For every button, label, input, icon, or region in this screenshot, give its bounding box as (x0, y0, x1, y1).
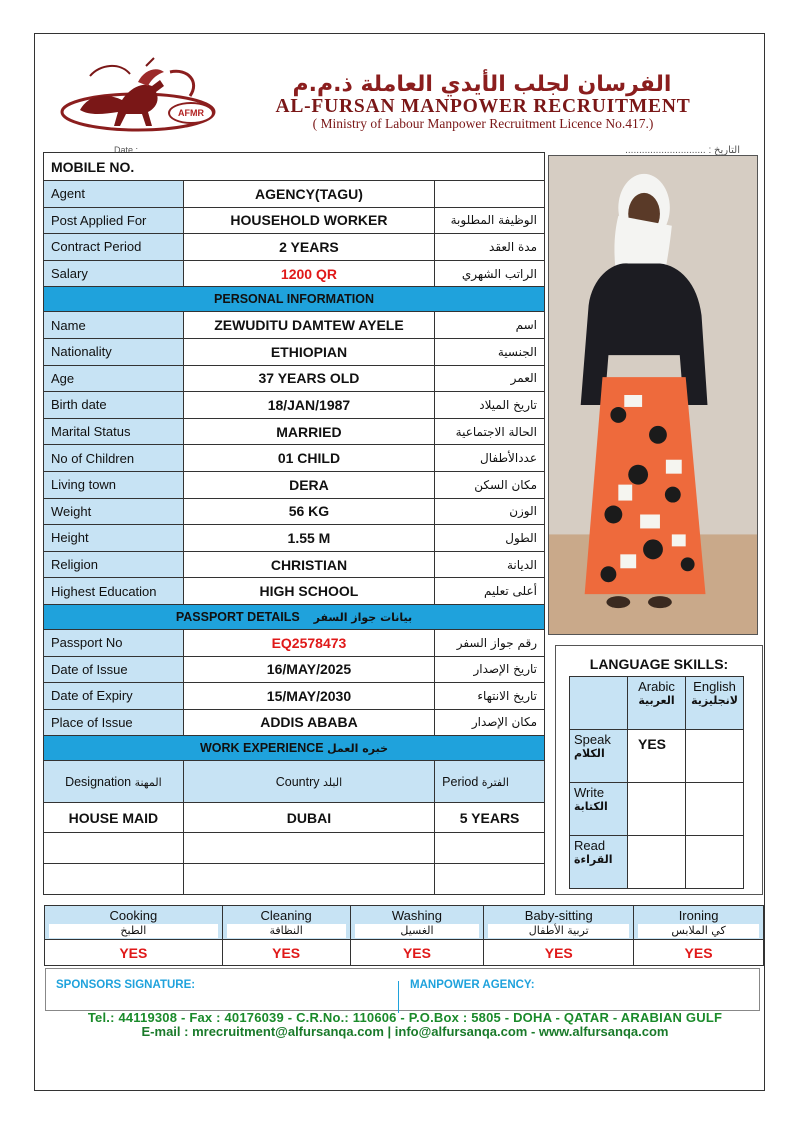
read-label: Read (574, 838, 606, 853)
period-column-header (435, 761, 545, 803)
speak-row-header (570, 730, 628, 783)
work-header-label: WORK EXPERIENCE (199, 741, 324, 756)
skill-label-arabic: النظافة (227, 924, 346, 938)
table-row (44, 629, 545, 656)
field-label: Weight (44, 498, 184, 525)
work-designation: HOUSE MAID (44, 803, 184, 833)
skill-baby-sitting (484, 906, 634, 940)
field-label-arabic: مكان السكن (435, 471, 545, 498)
table-row (44, 709, 545, 736)
field-label: No of Children (44, 445, 184, 472)
field-label-arabic: مكان الإصدار (435, 709, 545, 736)
sponsor-signature-label: SPONSORS SIGNATURE: (56, 979, 196, 991)
field-label: Salary (44, 260, 184, 287)
personal-info-header: PERSONAL INFORMATION (44, 287, 545, 312)
empty-cell (686, 783, 744, 836)
skill-cleaning (222, 906, 350, 940)
horse-rider-logo (60, 52, 220, 144)
field-value: HOUSEHOLD WORKER (183, 207, 434, 234)
table-row (44, 578, 545, 605)
work-header-label-arabic: خبره العمل (327, 742, 388, 756)
work-columns-row (44, 761, 545, 803)
passport-number-value: EQ2578473 (183, 629, 434, 656)
skill-value: YES (45, 940, 223, 966)
designation-column-header (44, 761, 184, 803)
table-row (44, 551, 545, 578)
field-label-arabic: اسم (435, 312, 545, 339)
field-label-arabic: أعلى تعليم (435, 578, 545, 605)
field-label: Date of Issue (44, 656, 184, 683)
field-value: 37 YEARS OLD (183, 365, 434, 392)
field-value: AGENCY(TAGU) (183, 181, 434, 208)
table-row (44, 312, 545, 339)
table-row (44, 338, 545, 365)
field-value: ETHIOPIAN (183, 338, 434, 365)
section-header-row (44, 604, 545, 629)
read-row-header (570, 836, 628, 889)
arabic-column-header (628, 677, 686, 730)
field-value: DERA (183, 471, 434, 498)
write-row-header (570, 783, 628, 836)
company-arabic-title: الفرسان لجلب الأيدي العاملة ذ.م.م (292, 72, 672, 97)
skill-label-arabic: الطبخ (49, 924, 218, 938)
field-label: Name (44, 312, 184, 339)
table-row (44, 656, 545, 683)
section-header-row (44, 287, 545, 312)
table-row (44, 418, 545, 445)
field-label-arabic: العمر (435, 365, 545, 392)
period-label: Period (442, 774, 479, 789)
skills-header-row (45, 906, 764, 940)
skill-label: Baby-sitting (524, 908, 593, 923)
table-row (44, 498, 545, 525)
field-label-arabic: رقم جواز السفر (435, 629, 545, 656)
table-row (44, 864, 545, 895)
field-label-arabic: الوزن (435, 498, 545, 525)
company-english-title: AL-FURSAN MANPOWER RECRUITMENT (275, 96, 691, 117)
afmr-badge: AFMR (168, 102, 214, 124)
field-label-arabic: الديانة (435, 551, 545, 578)
empty-cell (570, 677, 628, 730)
field-value: HIGH SCHOOL (183, 578, 434, 605)
field-label: Agent (44, 181, 184, 208)
field-label-arabic: مدة العقد (435, 234, 545, 261)
work-country: DUBAI (183, 803, 434, 833)
speak-label-arabic: الكلام (574, 747, 605, 760)
signature-box (45, 968, 760, 1011)
field-value: 56 KG (183, 498, 434, 525)
field-label: Highest Education (44, 578, 184, 605)
designation-label: Designation (65, 774, 132, 789)
field-label: Birth date (44, 392, 184, 419)
skill-label: Cleaning (260, 908, 312, 923)
empty-cell (435, 864, 545, 895)
work-experience-header (44, 736, 545, 761)
work-period: 5 YEARS (435, 803, 545, 833)
field-label-arabic: الطول (435, 525, 545, 552)
empty-cell (628, 836, 686, 889)
salary-value: 1200 QR (183, 260, 434, 287)
field-label: Contract Period (44, 234, 184, 261)
table-row (570, 783, 744, 836)
field-label: Marital Status (44, 418, 184, 445)
table-row (44, 803, 545, 833)
field-label: Age (44, 365, 184, 392)
read-label-arabic: القراءة (574, 853, 613, 866)
field-value: 15/MAY/2030 (183, 683, 434, 710)
section-header-row (44, 736, 545, 761)
license-line: ( Ministry of Labour Manpower Recruitment Licence No.417.) (312, 116, 654, 131)
field-label: Height (44, 525, 184, 552)
skill-ironing (634, 906, 764, 940)
date-label: Date : ................................................ (114, 145, 261, 155)
passport-header-label: PASSPORT DETAILS (175, 609, 300, 624)
field-label-arabic (435, 181, 545, 208)
mobile-label: MOBILE NO. (44, 153, 545, 181)
skill-washing (350, 906, 484, 940)
empty-cell (686, 836, 744, 889)
field-label: Religion (44, 551, 184, 578)
application-form-table (43, 152, 545, 895)
skill-value: YES (222, 940, 350, 966)
skills-table (44, 905, 764, 966)
field-label: Nationality (44, 338, 184, 365)
mobile-row (44, 153, 545, 181)
empty-cell (183, 864, 434, 895)
empty-cell (628, 783, 686, 836)
skill-label: Cooking (109, 908, 158, 923)
skill-value: YES (350, 940, 484, 966)
designation-label-arabic: المهنة (134, 775, 162, 789)
country-column-header (183, 761, 434, 803)
field-label: Date of Expiry (44, 683, 184, 710)
table-row (44, 833, 545, 864)
language-skills-table (569, 676, 744, 889)
arabic-label-arabic: العربية (638, 694, 675, 707)
skill-label: Washing (391, 908, 442, 923)
language-skills-box (555, 645, 763, 895)
table-row (44, 207, 545, 234)
english-label: English (693, 679, 736, 694)
language-skills-title: LANGUAGE SKILLS: (589, 656, 729, 672)
skill-label: Ironing (678, 908, 719, 923)
table-row (44, 525, 545, 552)
write-label: Write (574, 785, 605, 800)
field-value: ZEWUDITU DAMTEW AYELE (183, 312, 434, 339)
arabic-label: Arabic (638, 679, 675, 694)
table-row (44, 365, 545, 392)
speak-english-value (686, 730, 744, 783)
skills-values-row (45, 940, 764, 966)
passport-header-label-arabic: بيانات جواز السفر (313, 610, 413, 624)
field-value: CHRISTIAN (183, 551, 434, 578)
field-label-arabic: تاريخ الميلاد (435, 392, 545, 419)
passport-details-header (44, 604, 545, 629)
skill-cooking (45, 906, 223, 940)
field-label: Post Applied For (44, 207, 184, 234)
manpower-agency-label: MANPOWER AGENCY: (410, 979, 535, 991)
field-value: 2 YEARS (183, 234, 434, 261)
field-value: 01 CHILD (183, 445, 434, 472)
applicant-photo (548, 155, 758, 635)
field-label-arabic: الحالة الاجتماعية (435, 418, 545, 445)
field-value: 16/MAY/2025 (183, 656, 434, 683)
table-row (570, 677, 744, 730)
field-value: ADDIS ABABA (183, 709, 434, 736)
footer-email-line: E-mail : mrecruitment@alfursanqa.com | info@alfursanqa.com - www.alfursanqa.com (141, 1024, 669, 1039)
table-row (44, 392, 545, 419)
field-label-arabic: عددالأطفال (435, 445, 545, 472)
field-label-arabic: الوظيفة المطلوبة (435, 207, 545, 234)
empty-cell (435, 833, 545, 864)
date-label-arabic: ............................. : التاريخ (625, 145, 740, 156)
table-row (570, 730, 744, 783)
skill-value: YES (634, 940, 764, 966)
write-label-arabic: الكتابة (574, 800, 608, 813)
skill-value: YES (484, 940, 634, 966)
country-label-arabic: البلد (323, 775, 343, 789)
empty-cell (44, 864, 184, 895)
field-label: Living town (44, 471, 184, 498)
table-row (44, 683, 545, 710)
footer-contact-line: Tel.: 44119308 - Fax : 40176039 - C.R.No.: 110606 - P.O.Box : 5805 - DOHA - QATAR - ARABIAN GULF (87, 1010, 723, 1025)
field-label: Passport No (44, 629, 184, 656)
speak-arabic-value: YES (628, 730, 686, 783)
field-label-arabic: تاريخ الانتهاء (435, 683, 545, 710)
table-row (44, 181, 545, 208)
table-row (44, 445, 545, 472)
field-value: MARRIED (183, 418, 434, 445)
field-label-arabic: تاريخ الإصدار (435, 656, 545, 683)
skill-label-arabic: الغسيل (355, 924, 480, 938)
skill-label-arabic: كي الملابس (638, 924, 759, 938)
period-label-arabic: الفترة (481, 775, 509, 789)
field-label-arabic: الراتب الشهري (435, 260, 545, 287)
country-label: Country (275, 774, 320, 789)
signature-divider (398, 981, 399, 1013)
field-value: 18/JAN/1987 (183, 392, 434, 419)
english-column-header (686, 677, 744, 730)
table-row (44, 260, 545, 287)
empty-cell (44, 833, 184, 864)
table-row (44, 471, 545, 498)
speak-label: Speak (574, 732, 611, 747)
skill-label-arabic: تربية الأطفال (488, 924, 629, 938)
field-value: 1.55 M (183, 525, 434, 552)
field-label-arabic: الجنسية (435, 338, 545, 365)
empty-cell (183, 833, 434, 864)
table-row (44, 234, 545, 261)
field-label: Place of Issue (44, 709, 184, 736)
english-label-arabic: لانجليزية (691, 694, 738, 707)
table-row (570, 836, 744, 889)
